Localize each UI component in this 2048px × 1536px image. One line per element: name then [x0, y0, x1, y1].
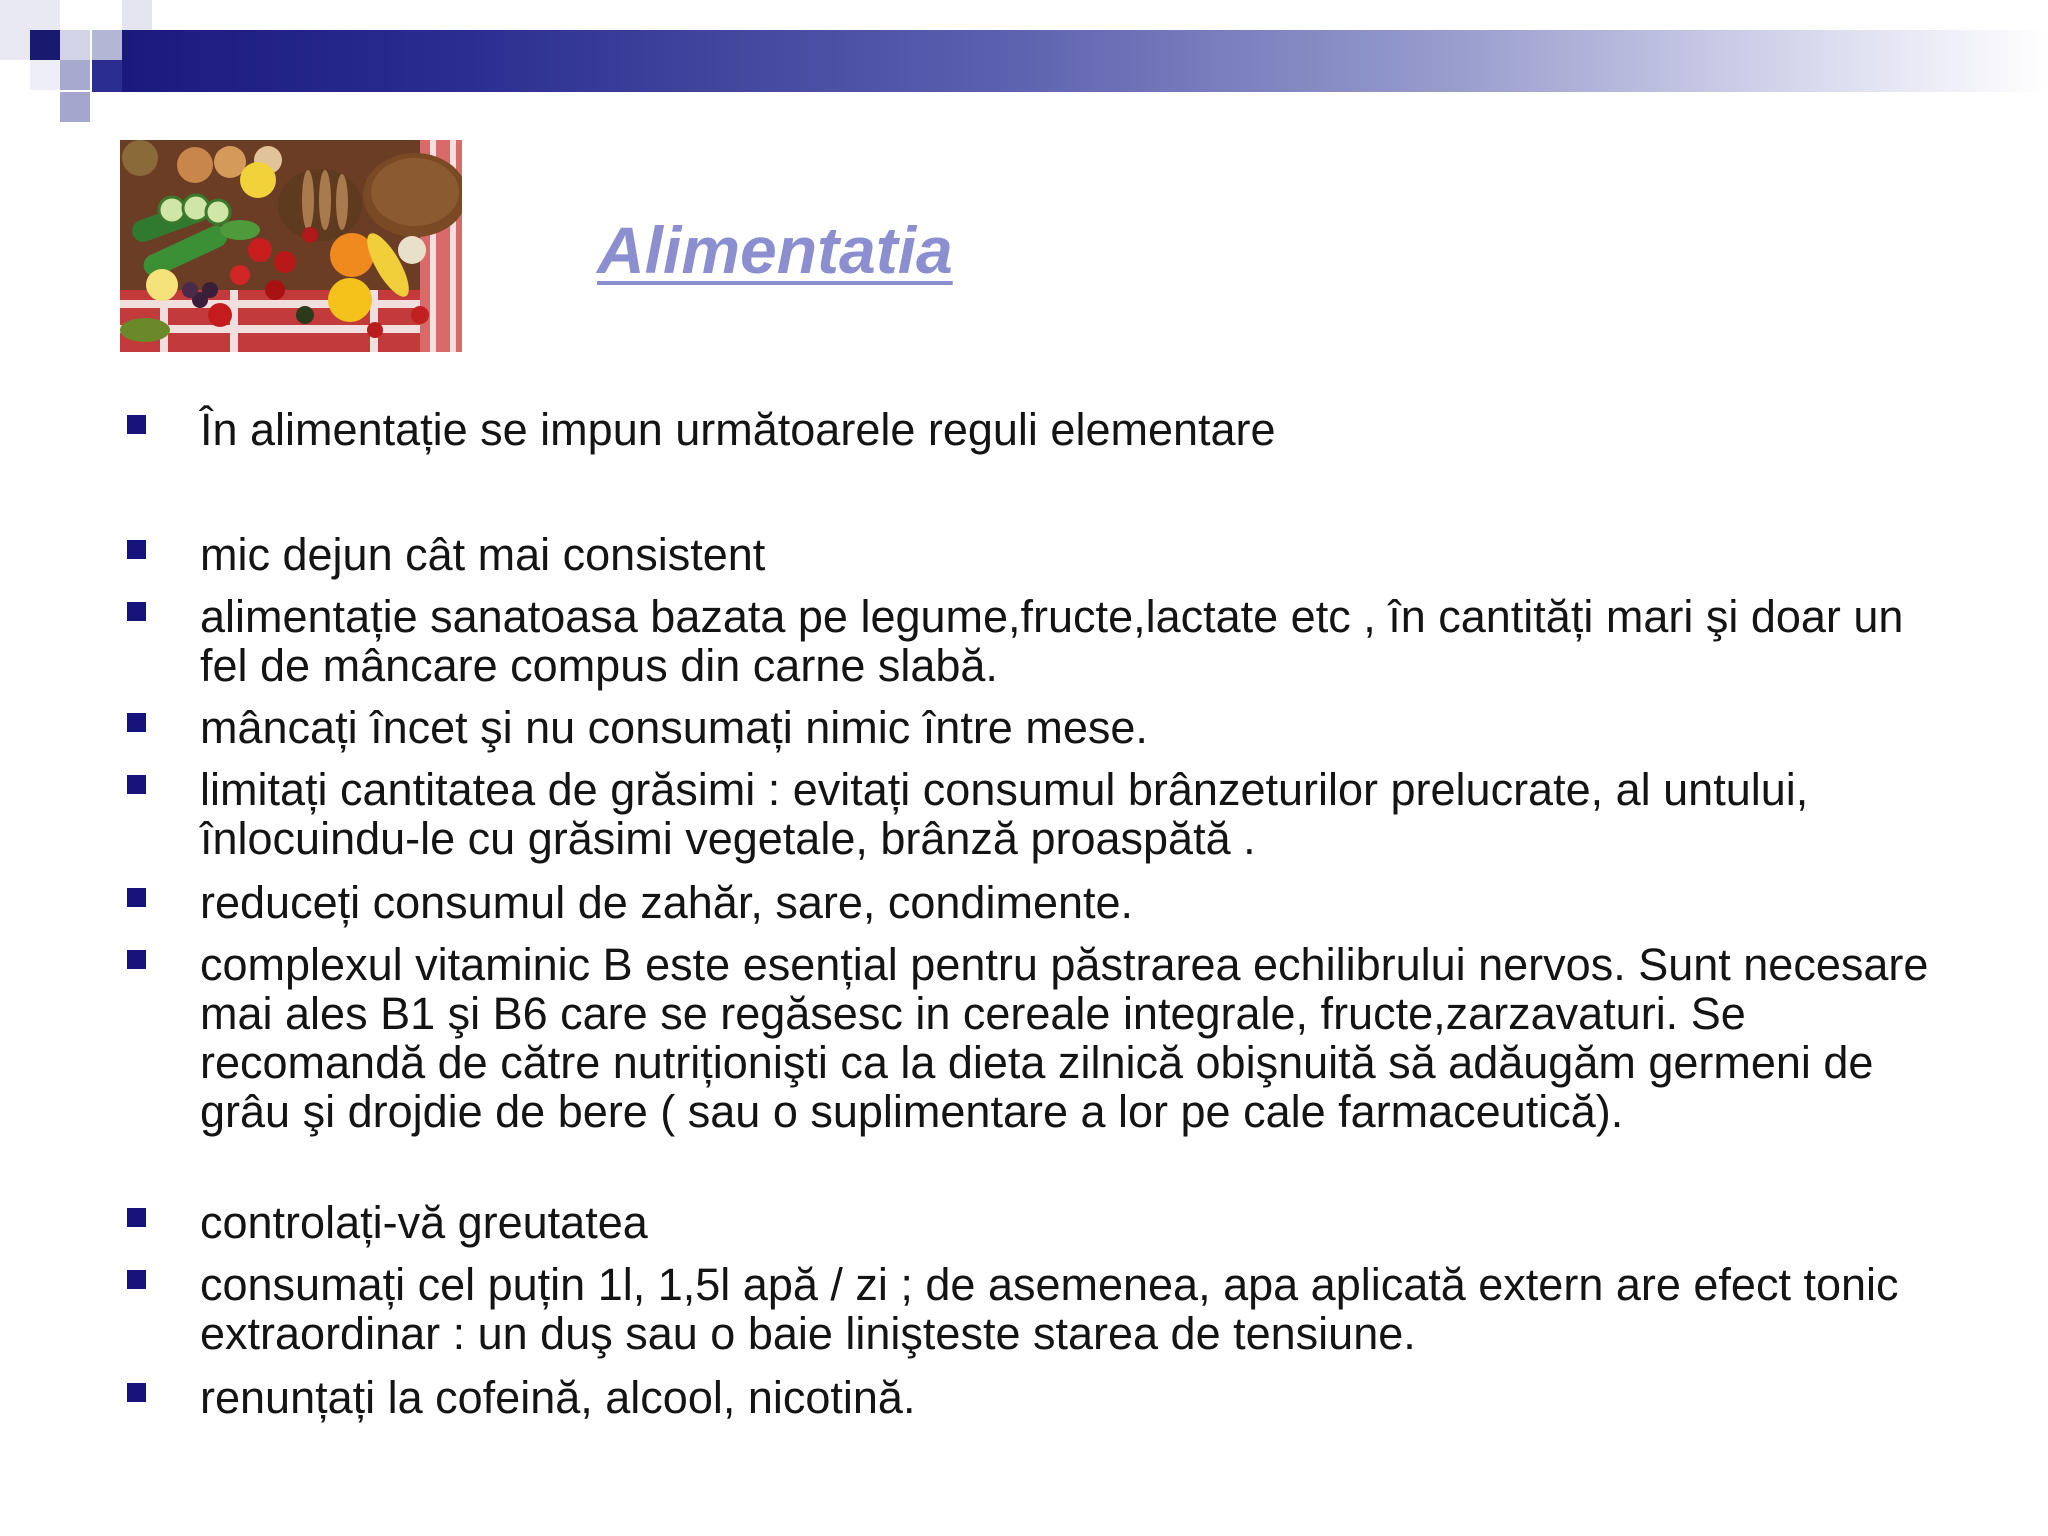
list-item: consumați cel puțin 1l, 1,5l apă / zi ; de asemenea, apa aplicată extern are efect tonic extraordinar : un duş sau o baie linişteste starea de tensiune. — [200, 1259, 1899, 1359]
bullet-marker — [127, 775, 146, 794]
bullet-marker — [127, 888, 146, 907]
bullet-marker — [127, 540, 146, 559]
list-item: mâncați încet şi nu consumați nimic între mese. — [200, 702, 1148, 753]
bullet-marker — [127, 1383, 146, 1402]
list-item: complexul vitaminic B este esențial pentru păstrarea echilibrului nervos. Sunt necesare mai ales B1 şi B6 care se regăsesc in cereale integrale, fructe,zarzavaturi. Se recomandă de către nutriționişti ca la dieta zilnică obişnuită să adăugăm germeni de grâu şi drojdie de bere ( sau o suplimentare a lor pe cale farmaceutică). — [200, 939, 1929, 1137]
bullet-marker — [127, 602, 146, 621]
bullet-marker — [127, 713, 146, 732]
list-item: reduceți consumul de zahăr, sare, condimente. — [200, 877, 1134, 928]
slide-title: Alimentatia — [597, 213, 953, 287]
intro-text: În alimentație se impun următoarele reguli elementare — [200, 404, 1276, 455]
bullet-marker — [127, 415, 146, 434]
bullet-marker — [127, 1208, 146, 1227]
bullet-marker — [127, 1270, 146, 1289]
bullet-marker — [127, 950, 146, 969]
list-item: limitați cantitatea de grăsimi : evitați consumul brânzeturilor prelucrate, al untului, înlocuindu-le cu grăsimi vegetale, brânză proaspătă . — [200, 764, 1809, 864]
list-item: mic dejun cât mai consistent — [200, 529, 766, 580]
list-item: renunțați la cofeină, alcool, nicotină. — [200, 1372, 916, 1423]
list-item: controlați-vă greutatea — [200, 1197, 648, 1248]
list-item: alimentație sanatoasa bazata pe legume,fructe,lactate etc , în cantități mari şi doar un fel de mâncare compus din carne slabă. — [200, 591, 1904, 691]
